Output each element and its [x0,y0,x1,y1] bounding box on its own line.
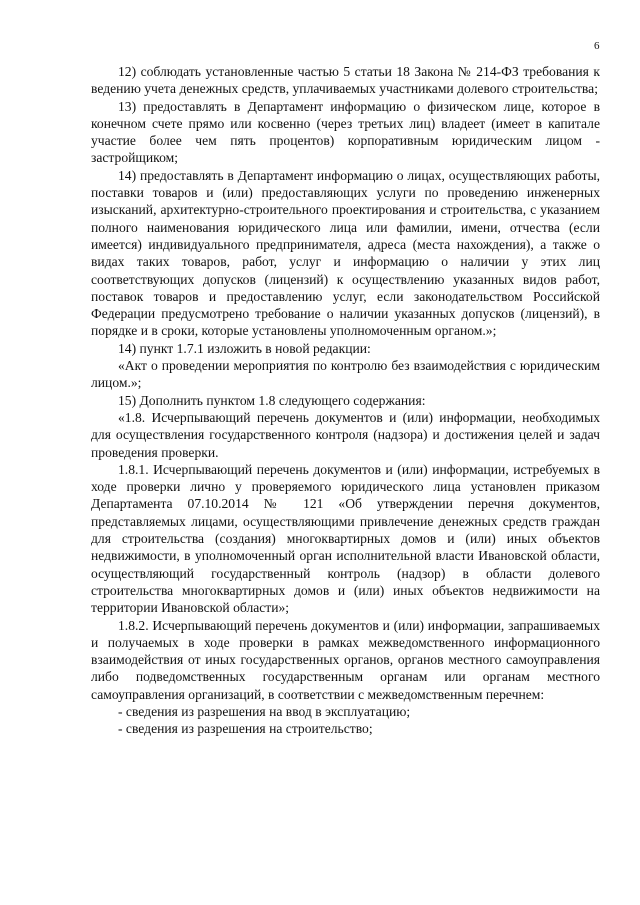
paragraph-item-14: 14) предоставлять в Департамент информацию о лицах, осуществляющих работы, поставки товаров и (или) предоставляющих услуги по проведению инженерных изысканий, архитектурно-строительного проектирования и строительства, с указанием полного наименования юридического лица или фамилии, имени, отчества (если имеется) индивидуального предпринимателя, адреса (места нахождения), а также о видах таких товаров, работ, услуг и информацию о наличии у этих лиц соответствующих допусков (лицензий) к осуществлению указанных видов работ, поставок товаров и предоставлению услуг, если законодательством Российской Федерации предусмотрено требование о наличии указанных допусков (лицензий), в порядке и в сроки, которые установлены уполномоченным органом.»; [91,167,600,339]
paragraph-act-title: «Акт о проведении мероприятия по контролю без взаимодействия с юридическим лицом.»; [91,358,600,391]
list-item-construction-permit: - сведения из разрешения на строительство; [118,721,373,737]
paragraph-item-12: 12) соблюдать установленные частью 5 статьи 18 Закона № 214-ФЗ требования к ведению учета денежных средств, уплачиваемых участниками долевого строительства; [91,64,600,97]
paragraph-amend-1-7-1: 14) пункт 1.7.1 изложить в новой редакции: [118,340,371,356]
paragraph-1-8: «1.8. Исчерпывающий перечень документов и (или) информации, необходимых для осуществления государственного контроля (надзора) и достижения целей и задач проведения проверки. [91,409,600,460]
paragraph-item-13: 13) предоставлять в Департамент информацию о физическом лице, которое в конечном счете прямо или косвенно (через третьих лиц) владеет (имеет в капитале участие более чем пять процентов) корпоративным юридическим лицом - застройщиком; [91,98,600,166]
page-number: 6 [594,40,600,52]
list-item-commissioning-permit: - сведения из разрешения на ввод в эксплуатацию; [118,703,411,719]
paragraph-1-8-2: 1.8.2. Исчерпывающий перечень документов и (или) информации, запрашиваемых и получаемых в ходе проверки в рамках межведомственного информационного взаимодействия от иных государственных органов, органов местного самоуправления либо подведомственных государственным органам или органам местного самоуправления организаций, в соответствии с межведомственным перечнем: [91,617,600,702]
paragraph-amend-1-8: 15) Дополнить пунктом 1.8 следующего содержания: [118,392,426,408]
paragraph-1-8-1: 1.8.1. Исчерпывающий перечень документов и (или) информации, истребуемых в ходе проверки лично у проверяемого юридического лица установлен приказом Департамента 07.10.2014 № 121 «Об утверждении перечня документов, представляемых лицами, осуществляющими привлечение денежных средств граждан для строительства (создания) многоквартирных домов и (или) иных объектов недвижимости, в уполномоченный орган исполнительной власти Ивановской области, осуществляющий государственный контроль (надзор) в области долевого строительства многоквартирных домов и (или) иных объектов недвижимости на территории Ивановской области»; [91,461,600,616]
document-body [91,63,600,738]
